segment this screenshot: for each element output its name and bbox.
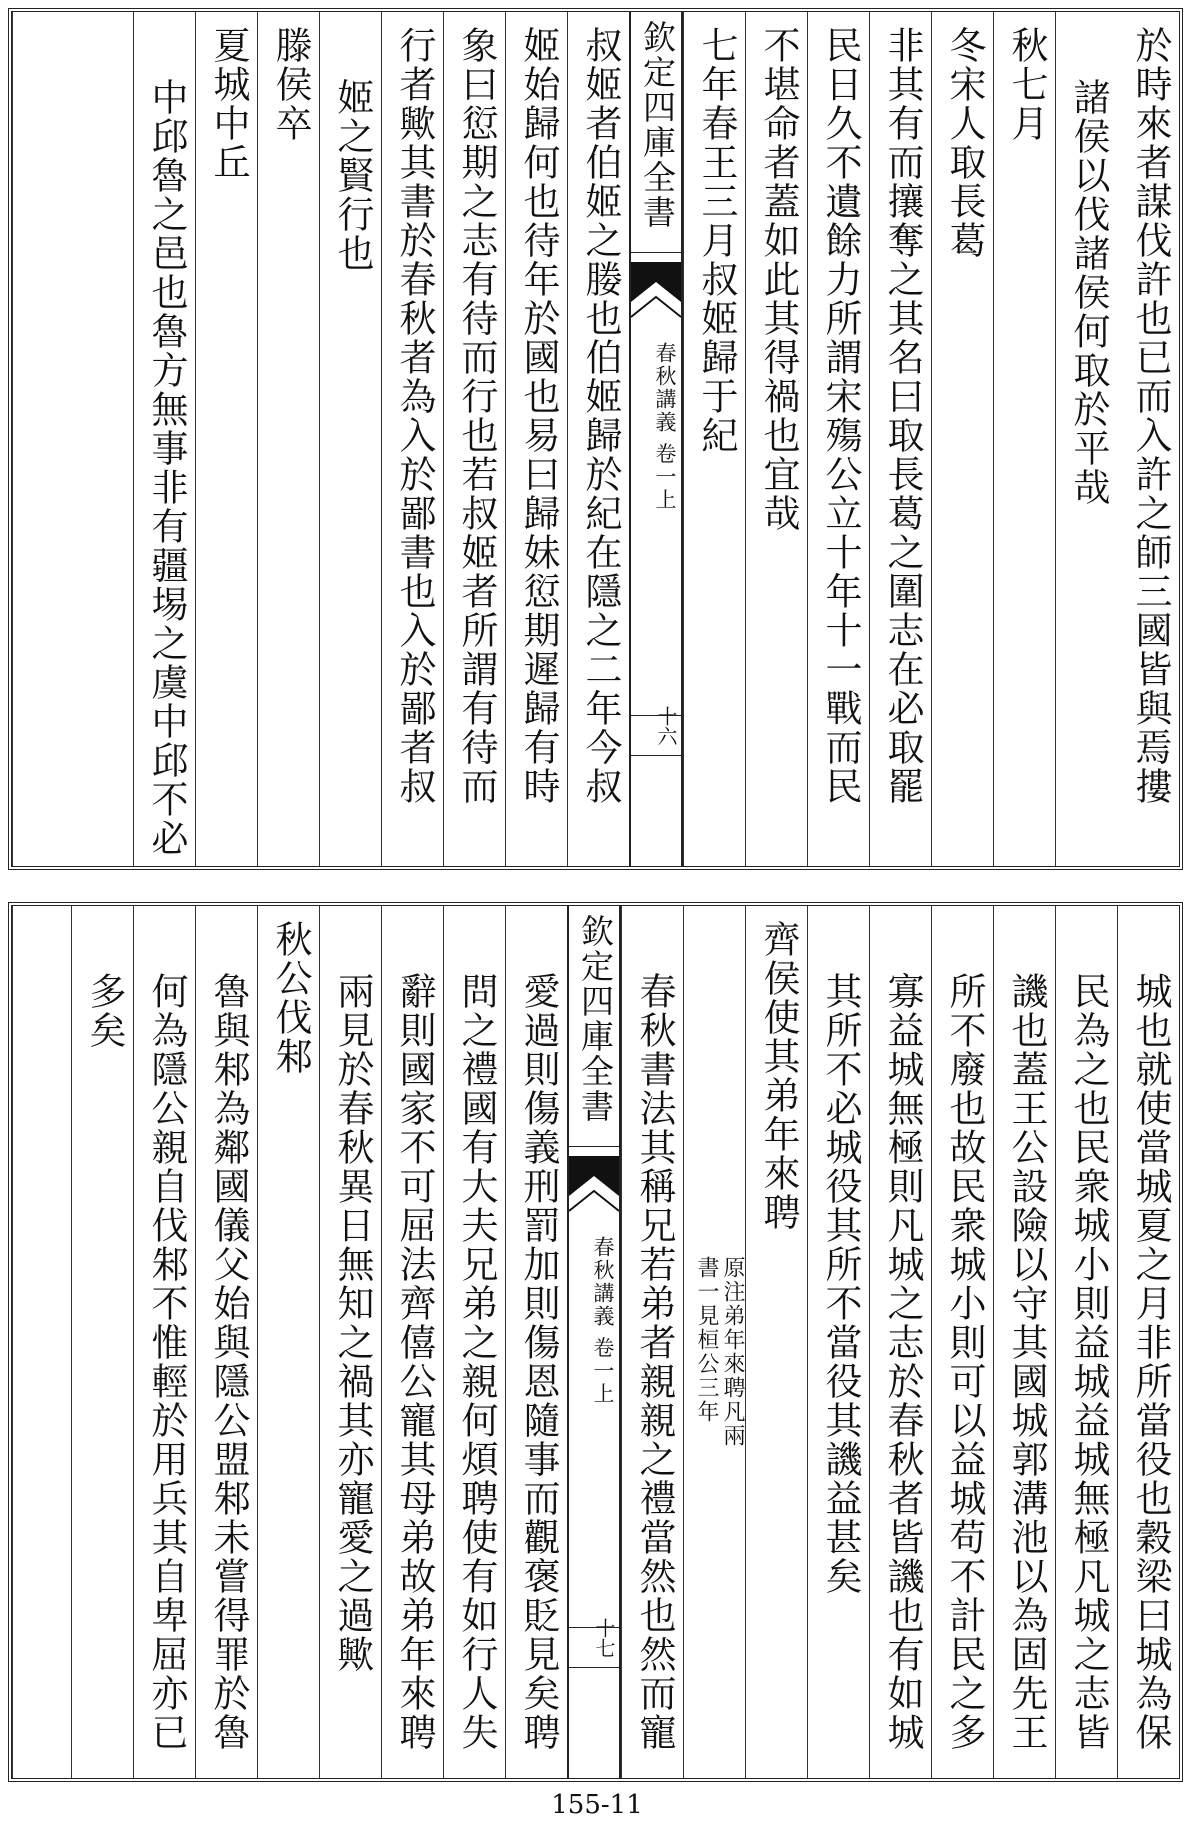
text-column: 愛過則傷義刑罰加則傷恩隨事而觀褒貶見矣聘 xyxy=(505,906,567,1778)
text-column: 於時來者謀伐許也已而入許之師三國皆與焉摟 xyxy=(1129,26,1172,806)
text-column: 秋七月 xyxy=(993,12,1055,866)
center-gutter xyxy=(629,12,683,866)
text-column xyxy=(745,906,807,1778)
text-column: 滕侯卒 xyxy=(257,12,319,866)
juan-number: 卷一上 xyxy=(653,442,677,512)
book-name: 春秋講義 xyxy=(591,1236,615,1328)
text-column: 春秋書法其稱兄若弟者親親之禮當然也然而寵 xyxy=(621,906,683,1778)
volume-label xyxy=(635,342,677,512)
text-column: 秋公伐邾 xyxy=(257,906,319,1778)
text-column: 夏城中丘 xyxy=(195,12,257,866)
text-column: 城也就使當城夏之月非所當役也穀梁曰城為保 xyxy=(1117,906,1179,1778)
book-title: 欽定四庫全書 xyxy=(576,914,615,1124)
text-column: 民為之也民衆城小則益城益城無極凡城之志皆 xyxy=(1055,906,1117,1778)
juan-number: 卷一上 xyxy=(591,1336,615,1406)
text-column: 何為隱公親自伐邾不惟輕於用兵其自卑屈亦已 xyxy=(133,906,195,1778)
text-column: 叔姬者伯姬之媵也伯姬歸於紀在隱之二年今叔 xyxy=(567,12,629,866)
bottom-page xyxy=(8,902,1183,1782)
text-column: 兩見於春秋異日無知之禍其亦寵愛之過歟 xyxy=(319,906,381,1778)
text-column: 多矣 xyxy=(71,906,133,1778)
text-column: 中邱魯之邑也魯方無事非有疆埸之虞中邱不必 xyxy=(133,12,195,866)
fish-tail-mark-icon xyxy=(569,1156,619,1226)
text-column: 魯與邾為鄰國儀父始與隱公盟邾未嘗得罪於魯 xyxy=(195,906,257,1778)
divider xyxy=(569,1146,619,1147)
text-column: 象曰愆期之志有待而行也若叔姬者所謂有待而 xyxy=(443,12,505,866)
center-gutter xyxy=(567,906,621,1778)
text-column: 非其有而攘奪之其名曰取長葛之圍志在必取罷 xyxy=(869,12,931,866)
divider xyxy=(569,1667,619,1668)
text-column: 民日久不遺餘力所謂宋殤公立十年十一戰而民 xyxy=(807,12,869,866)
page-footer-number: 155-11 xyxy=(551,1790,643,1820)
text-column: 姬之賢行也 xyxy=(319,12,381,866)
text-column: 行者歟其書於春秋者為入於鄙書也入於鄙者叔 xyxy=(381,12,443,866)
text-column: 七年春王三月叔姬歸于紀 xyxy=(683,12,745,866)
blank-column xyxy=(12,906,71,1778)
text-column: 所不廢也故民衆城小則可以益城苟不計民之多 xyxy=(931,906,993,1778)
text-column: 其所不必城役其所不當役其譏益甚矣 xyxy=(807,906,869,1778)
page-number: 十七 xyxy=(592,1618,616,1658)
text-column: 譏也蓋王公設險以守其國城郭溝池以為固先王 xyxy=(993,906,1055,1778)
blank-column xyxy=(12,12,133,866)
text-column: 寡益城無極則凡城之志於春秋者皆譏也有如城 xyxy=(869,906,931,1778)
text-column: 問之禮國有大夫兄弟之親何煩聘使有如行人失 xyxy=(443,906,505,1778)
text-line: 齊侯使其弟年來聘 xyxy=(757,920,800,1232)
volume-label xyxy=(573,1236,615,1406)
divider xyxy=(631,252,681,253)
fish-tail-mark-icon xyxy=(631,262,681,332)
book-name: 春秋講義 xyxy=(653,342,677,434)
text-column: 姬始歸何也待年於國也易曰歸妹愆期遲歸有時 xyxy=(505,12,567,866)
book-title: 欽定四庫全書 xyxy=(638,20,677,230)
divider xyxy=(631,755,681,756)
text-column: 辭則國家不可屈法齊僖公寵其母弟故弟年來聘 xyxy=(381,906,443,1778)
text-column: 不堪命者蓋如此其得禍也宜哉 xyxy=(745,12,807,866)
note-line: 書一見桓公三年 xyxy=(694,1256,719,1424)
text-column: 諸侯以伐諸侯何取於平哉 xyxy=(1055,12,1117,866)
page-number: 十六 xyxy=(654,706,678,746)
annotation-note xyxy=(683,906,745,1778)
top-page xyxy=(8,8,1183,870)
text-column: 冬宋人取長葛 xyxy=(931,12,993,866)
note-line: 原注弟年來聘凡兩 xyxy=(720,1256,745,1448)
